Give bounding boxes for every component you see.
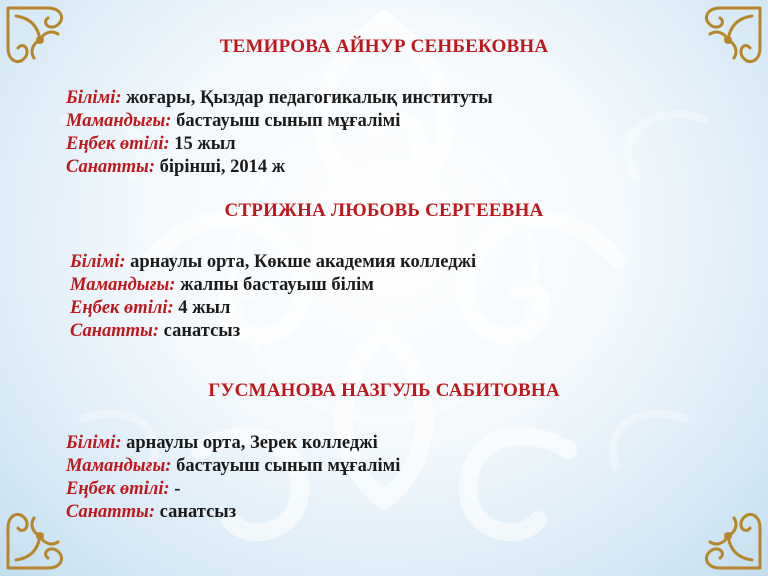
experience-row xyxy=(66,133,493,156)
category-row xyxy=(70,320,476,343)
specialty-value: бастауыш сынып мұғалімі xyxy=(171,456,401,476)
category-value: бірінші, 2014 ж xyxy=(155,157,286,177)
education-label: Білімі: xyxy=(66,88,122,108)
education-row xyxy=(66,87,493,110)
person-info xyxy=(70,251,476,343)
corner-ornament-icon xyxy=(692,500,764,572)
specialty-label: Мамандығы: xyxy=(70,275,176,295)
person-info xyxy=(66,87,493,179)
experience-value: 4 жыл xyxy=(173,298,231,318)
specialty-row xyxy=(70,274,476,297)
experience-label: Еңбек өтілі: xyxy=(70,298,174,318)
education-row xyxy=(70,251,476,274)
education-value: жоғары, Қыздар педагогикалық институты xyxy=(121,88,493,108)
experience-row xyxy=(66,478,400,501)
education-label: Білімі: xyxy=(66,433,122,453)
person-name: ГУСМАНОВА НАЗГУЛЬ САБИТОВНА xyxy=(208,380,560,401)
person-name: ТЕМИРОВА АЙНУР СЕНБЕКОВНА xyxy=(219,36,549,57)
education-label: Білімі: xyxy=(70,252,126,272)
category-label: Санатты: xyxy=(66,157,156,177)
experience-row xyxy=(70,297,476,320)
education-row xyxy=(66,432,400,455)
category-label: Санатты: xyxy=(70,321,160,341)
specialty-label: Мамандығы: xyxy=(66,456,172,476)
category-value: санатсыз xyxy=(159,321,241,341)
experience-label: Еңбек өтілі: xyxy=(66,479,170,499)
experience-value: - xyxy=(169,479,181,499)
experience-label: Еңбек өтілі: xyxy=(66,134,170,154)
specialty-value: бастауыш сынып мұғалімі xyxy=(171,111,401,131)
person-info xyxy=(66,432,400,524)
category-row xyxy=(66,501,400,524)
specialty-row xyxy=(66,455,400,478)
specialty-row xyxy=(66,110,493,133)
category-label: Санатты: xyxy=(66,502,156,522)
person-name: СТРИЖНА ЛЮБОВЬ СЕРГЕЕВНА xyxy=(224,200,544,221)
category-value: санатсыз xyxy=(155,502,237,522)
category-row xyxy=(66,156,493,179)
specialty-value: жалпы бастауыш білім xyxy=(175,275,374,295)
education-value: арнаулы орта, Зерек колледжі xyxy=(121,433,378,453)
experience-value: 15 жыл xyxy=(169,134,236,154)
specialty-label: Мамандығы: xyxy=(66,111,172,131)
education-value: арнаулы орта, Көкше академия колледжі xyxy=(125,252,477,272)
